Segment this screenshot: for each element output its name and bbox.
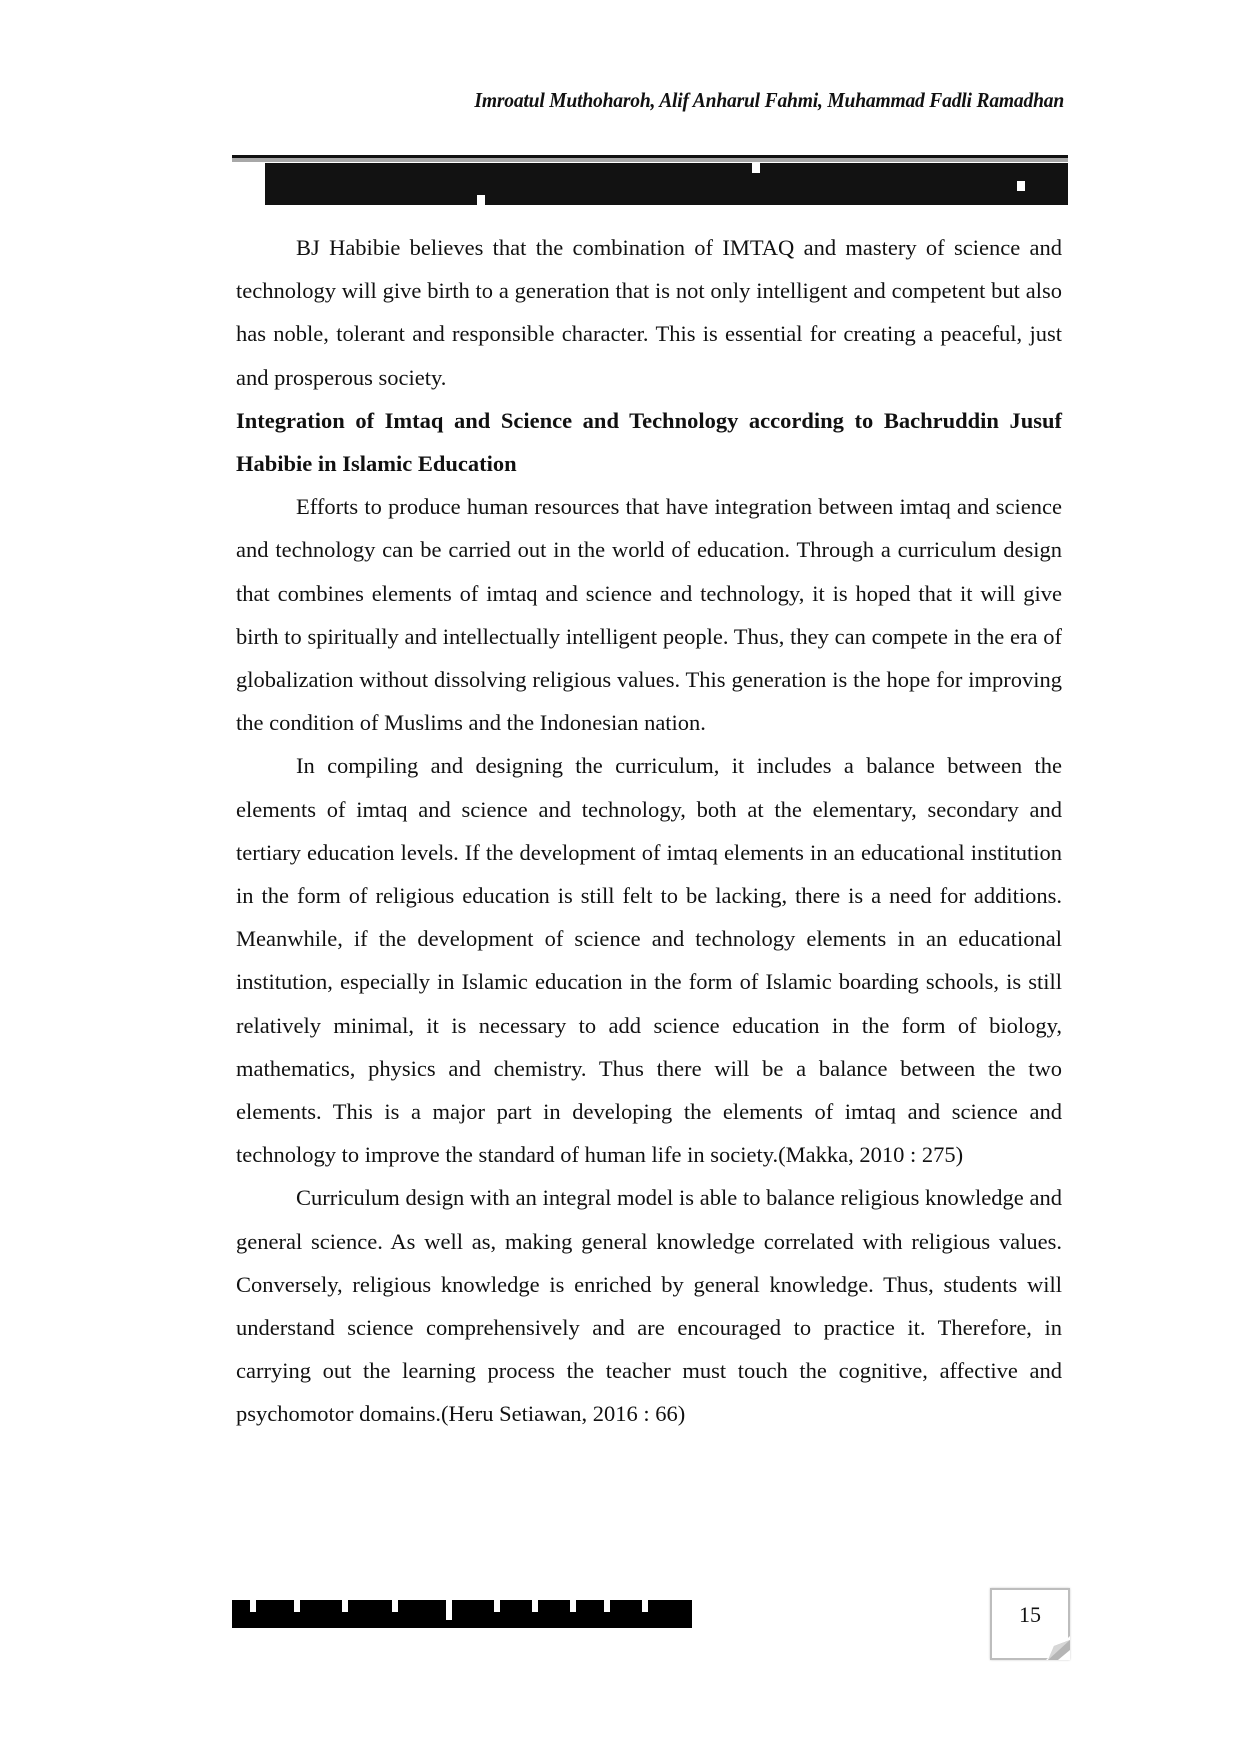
page-number-box [990,1588,1070,1660]
article-body [236,226,1062,1436]
bar-gap [604,1600,610,1612]
bar-gap [294,1600,300,1612]
footer-decorative-bar [232,1600,692,1628]
section-heading: Integration of Imtaq and Science and Technology according to Bachruddin Jusuf Habibie in Islamic Education [236,407,1062,477]
paragraph: Curriculum design with an integral model is able to balance religious knowledge and general science. As well as, making general knowledge correlated with religious values. Conversely, religious knowledge is enriched by general knowledge. Thus, students will understand science comprehensively and are encouraged to practice it. Therefore, in carrying out the learning process the teacher must touch the cognitive, affective and psychomotor domains.(Heru Setiawan, 2016 : 66) [236,1185,1062,1427]
running-head: Imroatul Muthoharoh, Alif Anharul Fahmi, Muhammad Fadli Ramadhan [474,88,1064,112]
bar-gap [642,1600,648,1612]
paragraph: BJ Habibie believes that the combination of IMTAQ and mastery of science and technology will give birth to a generation that is not only intelligent and competent but also has noble, tolerant and responsible character. This is essential for creating a peaceful, just and prosperous society. [236,235,1062,390]
header-decorative-bar [265,163,1068,205]
paragraph: Efforts to produce human resources that have integration between imtaq and science and technology can be carried out in the world of education. Through a curriculum design that combines elements of imtaq and science and technology, it is hoped that it will give birth to spiritually and intellectually intelligent people. Thus, they can compete in the era of globalization without dissolving religious values. This generation is the hope for improving the condition of Muslims and the Indonesian nation. [236,494,1062,736]
bar-gap [532,1600,538,1612]
bar-notch [477,195,485,205]
bar-gap [570,1600,576,1612]
paragraph: In compiling and designing the curriculum, it includes a balance between the elements of imtaq and science and technology, both at the elementary, secondary and tertiary education levels. If the development of imtaq elements in an educational institution in the form of religious education is still felt to be lacking, there is a need for additions. Meanwhile, if the development of science and technology elements in an educational institution, especially in Islamic education in the form of Islamic boarding schools, is still relatively minimal, it is necessary to add science education in the form of biology, mathematics, physics and chemistry. Thus there will be a balance between the two elements. This is a major part in developing the elements of imtaq and science and technology to improve the standard of human life in society.(Makka, 2010 : 275) [236,753,1062,1168]
bar-gap [446,1600,452,1620]
bar-notch [1017,181,1025,191]
page-number: 15 [1019,1602,1041,1627]
page-curl-icon [1046,1636,1070,1660]
bar-gap [250,1600,256,1612]
bar-gap [342,1600,348,1612]
bar-gap [392,1600,398,1612]
bar-gap [494,1600,500,1612]
bar-notch [752,163,760,173]
header-rule-shadow [232,158,1068,162]
